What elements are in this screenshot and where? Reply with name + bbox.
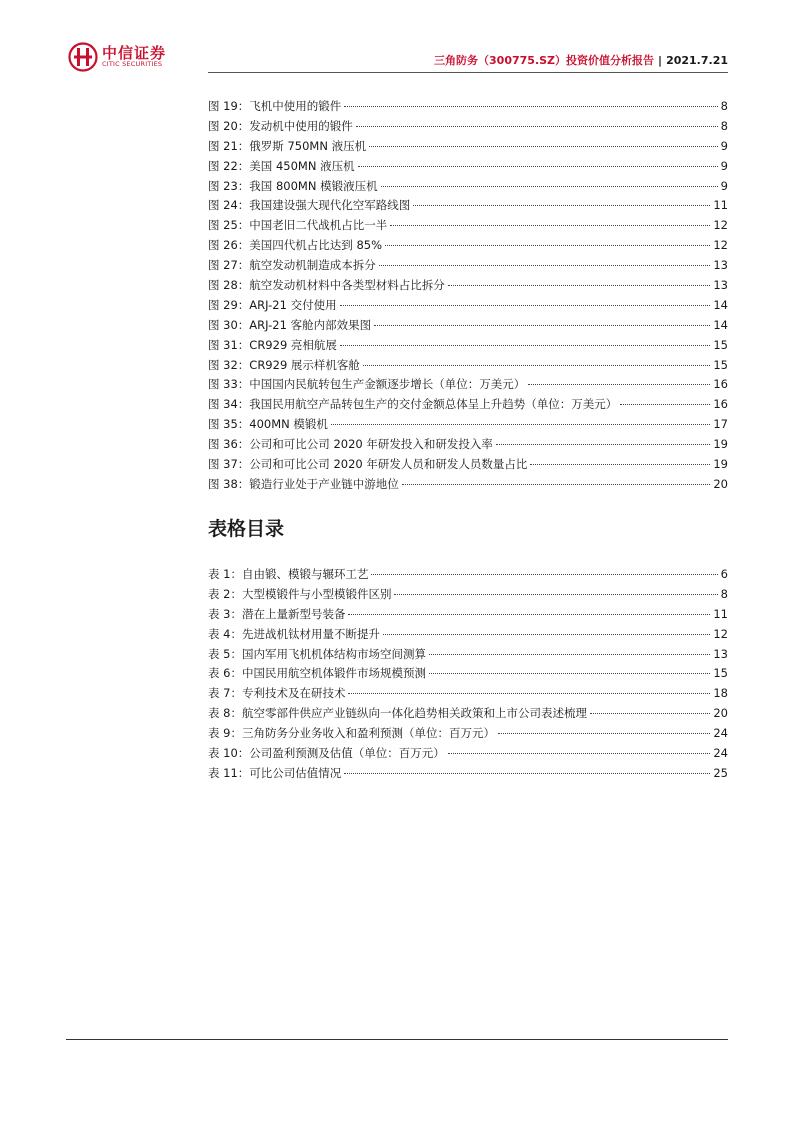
table-toc-entry-label: 表 5：国内军用飞机机体结构市场空间测算 xyxy=(208,646,426,661)
dot-leader xyxy=(331,424,710,425)
figure-toc-entry[interactable] xyxy=(208,117,728,137)
figure-toc-entry-page-number: 11 xyxy=(713,198,728,213)
figure-toc-entry[interactable] xyxy=(208,415,728,435)
figure-toc-entry[interactable] xyxy=(208,336,728,356)
figure-toc-entry-label: 图 20：发动机中使用的锻件 xyxy=(208,118,353,133)
table-toc-entry-page-number: 11 xyxy=(713,606,728,621)
dot-leader xyxy=(429,654,710,655)
figure-toc-entry-label: 图 37：公司和可比公司 2020 年研发人员和研发人员数量占比 xyxy=(208,457,528,472)
table-toc-entry-label: 表 9：三角防务分业务收入和盈利预测（单位：百万元） xyxy=(208,726,495,741)
figure-toc-entry-page-number: 15 xyxy=(713,337,728,352)
figure-toc-entry[interactable] xyxy=(208,256,728,276)
figure-toc-entry-label: 图 32：CR929 展示样机客舱 xyxy=(208,357,360,372)
figure-toc-entry-label: 图 19：飞机中使用的锻件 xyxy=(208,99,342,113)
table-toc-entry-page-number: 24 xyxy=(713,746,728,761)
figure-toc-entry-label: 图 26：美国四代机占比达到 85% xyxy=(208,238,383,253)
dot-leader xyxy=(348,693,710,694)
dot-leader xyxy=(371,574,717,575)
figure-toc-entry[interactable] xyxy=(208,196,728,216)
dot-leader xyxy=(448,753,711,754)
dot-leader xyxy=(348,614,710,615)
dot-leader xyxy=(383,634,710,635)
figure-toc-entry-label: 图 33：中国国内民航转包生产金额逐步增长（单位：万美元） xyxy=(208,377,526,392)
dot-leader xyxy=(530,464,710,465)
figure-toc-entry-page-number: 12 xyxy=(713,218,728,233)
figure-toc-entry-page-number: 12 xyxy=(713,238,728,253)
header-separator: | xyxy=(658,54,663,67)
dot-leader xyxy=(344,773,710,774)
figure-toc-entry[interactable] xyxy=(208,375,728,395)
figure-toc-entry[interactable] xyxy=(208,216,728,236)
figure-toc-entry[interactable] xyxy=(208,296,728,316)
dot-leader xyxy=(363,365,710,366)
figure-toc-entry-label: 图 27：航空发动机制造成本拆分 xyxy=(208,258,376,273)
figure-toc-entry[interactable] xyxy=(208,137,728,157)
figure-toc-entry[interactable] xyxy=(208,276,728,296)
figure-toc-entry-label: 图 22：美国 450MN 液压机 xyxy=(208,158,355,173)
figure-toc-entry[interactable] xyxy=(208,97,728,117)
figure-toc-entry-label: 图 34：我国民用航空产品转包生产的交付金额总体呈上升趋势（单位：万美元） xyxy=(208,397,618,412)
figure-toc-entry-label: 图 29：ARJ-21 交付使用 xyxy=(208,297,337,312)
table-toc-entry-page-number: 8 xyxy=(720,586,728,601)
header-rule xyxy=(208,72,728,73)
citic-logo-icon xyxy=(68,42,98,72)
table-toc-entry[interactable] xyxy=(208,645,728,665)
figure-toc-entry-label: 图 31：CR929 亮相航展 xyxy=(208,337,337,352)
figure-toc-entry-page-number: 9 xyxy=(720,178,728,193)
figure-toc-entry-page-number: 15 xyxy=(713,357,728,372)
figure-toc-entry[interactable] xyxy=(208,395,728,415)
figure-toc-entry[interactable] xyxy=(208,356,728,376)
figure-toc-entry[interactable] xyxy=(208,455,728,475)
figure-toc-entry[interactable] xyxy=(208,157,728,177)
table-toc-entry-label: 表 1：自由锻、模锻与辗环工艺 xyxy=(208,567,369,581)
footer-rule xyxy=(66,1039,728,1040)
figure-toc-entry[interactable] xyxy=(208,236,728,256)
figure-toc-entry-page-number: 8 xyxy=(720,99,728,113)
table-toc-entry-label: 表 3：潜在上量新型号装备 xyxy=(208,606,346,621)
figure-toc-entry-page-number: 9 xyxy=(720,138,728,153)
dot-leader xyxy=(356,126,718,127)
dot-leader xyxy=(340,345,710,346)
dot-leader xyxy=(413,205,710,206)
dot-leader xyxy=(381,186,718,187)
table-toc-entry[interactable] xyxy=(208,684,728,704)
dot-leader xyxy=(394,594,717,595)
dot-leader xyxy=(390,225,710,226)
table-toc-entry-page-number: 15 xyxy=(713,666,728,681)
table-toc-entry[interactable] xyxy=(208,764,728,784)
figure-toc-entry-label: 图 36：公司和可比公司 2020 年研发投入和研发投入率 xyxy=(208,437,493,452)
table-toc-entry[interactable] xyxy=(208,724,728,744)
table-toc-entry-label: 表 6：中国民用航空机体锻件市场规模预测 xyxy=(208,666,426,681)
figure-toc-entry-page-number: 13 xyxy=(713,278,728,293)
figure-toc-entry-label: 图 24：我国建设强大现代化空军路线图 xyxy=(208,198,411,213)
table-toc-entry-label: 表 2：大型模锻件与小型模锻件区别 xyxy=(208,586,392,601)
table-toc-entry-label: 表 4：先进战机钛材用量不断提升 xyxy=(208,626,380,641)
table-toc-entry-page-number: 18 xyxy=(713,686,728,701)
citic-logo xyxy=(66,38,186,74)
tables-section-title: 表格目录 xyxy=(208,518,285,540)
figure-toc-entry-page-number: 14 xyxy=(713,297,728,312)
dot-leader xyxy=(344,106,717,107)
table-toc-entry-page-number: 6 xyxy=(720,567,728,581)
figure-toc-entry[interactable] xyxy=(208,316,728,336)
figure-toc-entry-page-number: 19 xyxy=(713,457,728,472)
figure-toc-entry[interactable] xyxy=(208,177,728,197)
figure-toc-entry-label: 图 21：俄罗斯 750MN 液压机 xyxy=(208,138,367,153)
figure-toc-entry-page-number: 20 xyxy=(713,476,728,491)
figure-toc-entry-label: 图 23：我国 800MN 模锻液压机 xyxy=(208,178,378,193)
dot-leader xyxy=(429,673,710,674)
table-list xyxy=(208,565,728,784)
figure-toc-entry-page-number: 9 xyxy=(720,158,728,173)
figure-toc-entry-label: 图 38：锻造行业处于产业链中游地位 xyxy=(208,476,399,491)
dot-leader xyxy=(496,444,710,445)
figure-toc-entry[interactable] xyxy=(208,475,728,495)
table-toc-entry-page-number: 12 xyxy=(713,626,728,641)
table-toc-entry-label: 表 11：可比公司估值情况 xyxy=(208,765,342,780)
table-toc-entry[interactable] xyxy=(208,664,728,684)
dot-leader xyxy=(498,733,710,734)
dot-leader xyxy=(374,325,710,326)
figure-toc-entry-page-number: 14 xyxy=(713,317,728,332)
figure-toc-entry-label: 图 28：航空发动机材料中各类型材料占比拆分 xyxy=(208,278,445,293)
table-toc-entry-page-number: 24 xyxy=(713,726,728,741)
dot-leader xyxy=(358,166,718,167)
dot-leader xyxy=(340,305,711,306)
figure-toc-entry-page-number: 16 xyxy=(713,377,728,392)
dot-leader xyxy=(528,384,710,385)
report-title: 三角防务（300775.SZ）投资价值分析报告 xyxy=(434,54,655,67)
dot-leader xyxy=(369,146,718,147)
figure-toc-entry-page-number: 17 xyxy=(713,417,728,432)
table-toc-entry[interactable] xyxy=(208,744,728,764)
table-toc-entry[interactable] xyxy=(208,625,728,645)
figure-toc-entry-page-number: 16 xyxy=(713,397,728,412)
table-toc-entry[interactable] xyxy=(208,565,728,585)
figure-toc-entry-label: 图 25：中国老旧二代战机占比一半 xyxy=(208,218,388,233)
table-toc-entry-label: 表 8：航空零部件供应产业链纵向一体化趋势相关政策和上市公司表述梳理 xyxy=(208,706,587,721)
figure-list xyxy=(208,97,728,495)
table-toc-entry-label: 表 7：专利技术及在研技术 xyxy=(208,686,346,701)
figure-toc-entry-label: 图 35：400MN 模锻机 xyxy=(208,417,328,432)
table-toc-entry[interactable] xyxy=(208,585,728,605)
logo-chinese-name: 中信证券 xyxy=(102,44,167,62)
figure-toc-entry-label: 图 30：ARJ-21 客舱内部效果图 xyxy=(208,317,372,332)
figure-toc-entry-page-number: 13 xyxy=(713,258,728,273)
table-toc-entry-page-number: 25 xyxy=(713,765,728,780)
table-toc-entry-label: 表 10：公司盈利预测及估值（单位：百万元） xyxy=(208,746,445,761)
dot-leader xyxy=(385,245,710,246)
page-header xyxy=(66,38,728,74)
dot-leader xyxy=(379,265,711,266)
table-toc-entry[interactable] xyxy=(208,605,728,625)
dot-leader xyxy=(590,713,710,714)
figure-toc-entry-page-number: 19 xyxy=(713,437,728,452)
figure-toc-entry[interactable] xyxy=(208,435,728,455)
figure-toc-entry-page-number: 8 xyxy=(720,118,728,133)
dot-leader xyxy=(402,484,711,485)
logo-english-name: CITIC SECURITIES xyxy=(102,60,163,68)
table-toc-entry[interactable] xyxy=(208,704,728,724)
report-date: 2021.7.21 xyxy=(666,54,728,67)
dot-leader xyxy=(620,404,710,405)
table-toc-entry-page-number: 13 xyxy=(713,646,728,661)
table-toc-entry-page-number: 20 xyxy=(713,706,728,721)
dot-leader xyxy=(448,285,711,286)
report-header-title xyxy=(434,52,728,68)
